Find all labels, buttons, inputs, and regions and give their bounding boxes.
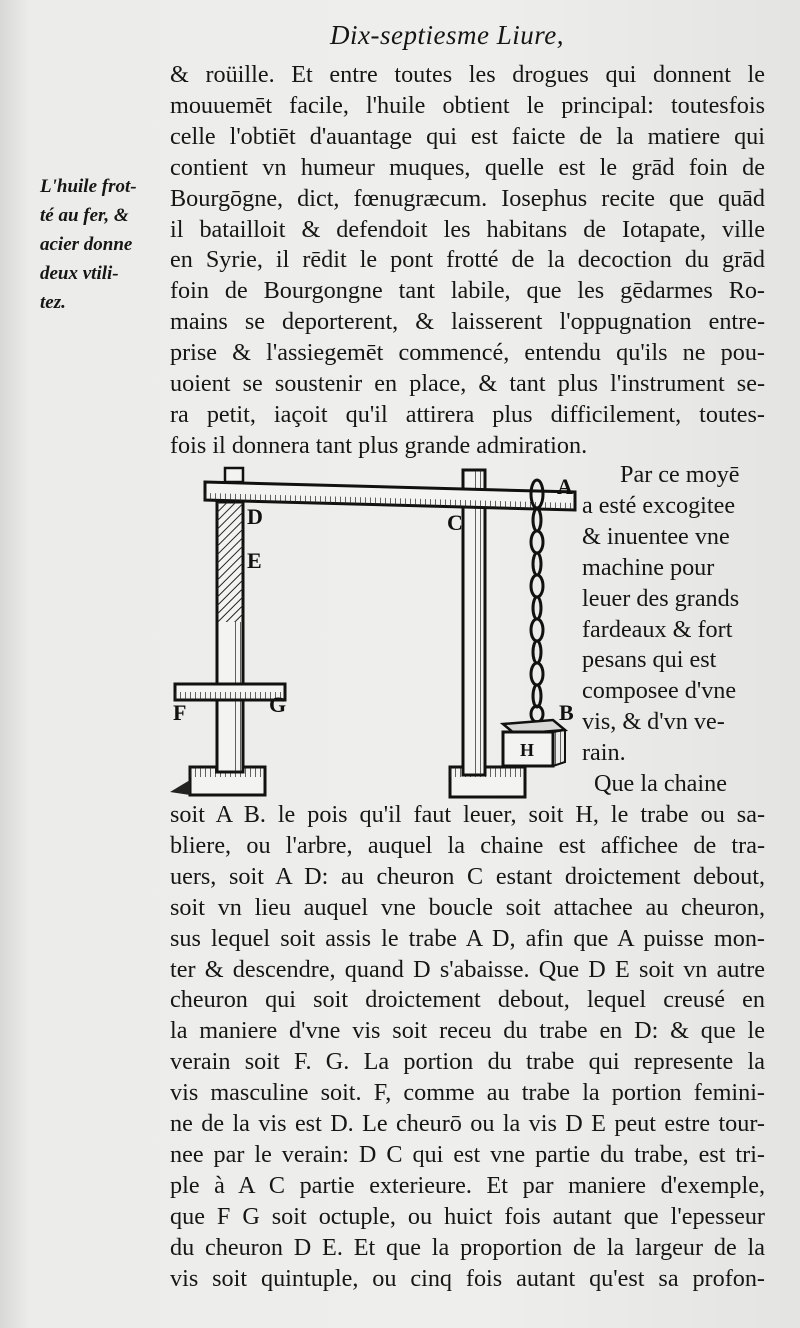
text-line: vis soit quintuple, ou cinq fois autant qu'est sa profon- — [170, 1264, 765, 1292]
text-line: Par ce moyē — [620, 461, 740, 488]
margin-note-line: acier donne — [40, 234, 133, 255]
text-line: vis, & d'vn ve- — [582, 708, 725, 736]
running-title: Dix-septiesme Liure, — [330, 20, 564, 50]
text-line: du cheuron D E. Et que la proportion de la largeur de la — [170, 1233, 765, 1261]
chain — [531, 480, 543, 722]
text-line: verain soit F. G. La portion du trabe qui represente la — [170, 1048, 765, 1076]
text-line: en Syrie, il rēdit le pont frotté de la decoction du grād — [170, 246, 765, 274]
text-line: nee par le verain: D C qui est vne partie du trabe, est tri- — [170, 1140, 765, 1168]
text-line: foin de Bourgongne tant labile, que les gēdarmes Ro- — [170, 277, 765, 305]
text-line: prise & l'assiegemēt commencé, entendu qu'ils ne pou- — [170, 339, 765, 367]
text-line: ter & descendre, quand D s'abaisse. Que D E soit vn autre — [170, 955, 765, 983]
label-d: D — [247, 504, 263, 529]
text-line: la maniere d'vne vis soit receu du trabe en D: & que le — [170, 1017, 765, 1045]
text-line: contient vn humeur muques, quelle est le grād foin de — [170, 153, 765, 181]
margin-note-line: deux vtili- — [40, 263, 119, 284]
text-line: pesans qui est — [582, 646, 717, 674]
right-base — [450, 767, 525, 797]
screw-lift-woodcut — [165, 462, 585, 817]
woodcut-illustration — [165, 462, 585, 817]
text-line: il batailloit & defendoit les habitans de Iotapate, ville — [170, 215, 765, 243]
text-line: que F G soit octuple, ou huict fois autant que l'epesseur — [170, 1202, 765, 1230]
text-line: & inuentee vne — [582, 522, 730, 550]
text-line: machine pour — [582, 553, 715, 581]
text-line: celle l'obtiēt d'auantage qui est faicte de la matiere qui — [170, 122, 765, 150]
text-line: mains se deporterent, & laisserent l'oppugnation entre- — [170, 308, 765, 336]
margin-note — [40, 172, 165, 317]
label-g: G — [269, 692, 287, 717]
side-paragraph — [582, 460, 762, 800]
text-line: bliere, ou l'arbre, auquel la chaine est affichee de tra- — [170, 831, 765, 859]
text-line: a esté excogitee — [582, 491, 736, 519]
text-line: cheuron qui soit droictement debout, lequel creusé en — [170, 986, 765, 1014]
text-line: leuer des grands — [582, 584, 740, 612]
margin-note-line: L'huile frot- — [40, 176, 137, 197]
label-h: H — [520, 740, 535, 760]
text-line: composee d'vne — [582, 677, 737, 705]
label-b: B — [559, 700, 574, 725]
text-line: soit A B. le pois qu'il faut leuer, soit H, le trabe ou sa- — [170, 801, 765, 828]
text-line: Que la chaine — [594, 770, 727, 798]
label-e: E — [247, 548, 262, 573]
label-f: F — [173, 700, 187, 725]
text-line: uers, soit A D: au cheuron C estant droictement debout, — [170, 862, 765, 890]
text-line: fardeaux & fort — [582, 615, 733, 643]
bottom-paragraph — [170, 800, 765, 1295]
label-a: A — [557, 474, 573, 499]
label-c: C — [447, 510, 463, 535]
text-line: uoient se soustenir en place, & tant plus l'instrument se- — [170, 370, 765, 398]
text-line: ra petit, iaçoit qu'il attirera plus difficilement, toutes- — [170, 400, 765, 428]
text-line: fois il donnera tant plus grande admiration. — [170, 431, 588, 459]
text-line: ne de la vis est D. Le cheurō ou la vis D E peut estre tour- — [170, 1110, 765, 1138]
top-paragraph — [170, 60, 765, 462]
text-line: sus lequel soit assis le trabe A D, afin que A puisse mon- — [170, 924, 765, 952]
text-line: vis masculine soit. F, comme au trabe la portion femini- — [170, 1079, 765, 1107]
text-line: soit vn lieu auquel vne boucle soit attachee au cheuron, — [170, 893, 765, 921]
text-line: Bourgōgne, dict, fœnugræcum. Iosephus recite que quād — [170, 184, 765, 212]
text-line: rain. — [582, 739, 626, 767]
margin-note-line: tez. — [40, 292, 66, 313]
text-line: mouuemēt facile, l'huile obtient le principal: toutesfois — [170, 91, 765, 119]
fulcrum-post — [463, 470, 485, 775]
screw-post — [217, 468, 243, 772]
margin-note-line: té au fer, & — [40, 205, 129, 226]
text-line: ple à A C partie exterieure. Et par maniere d'exemple, — [170, 1171, 765, 1199]
text-line: & roüille. Et entre toutes les drogues qui donnent le — [170, 61, 765, 88]
